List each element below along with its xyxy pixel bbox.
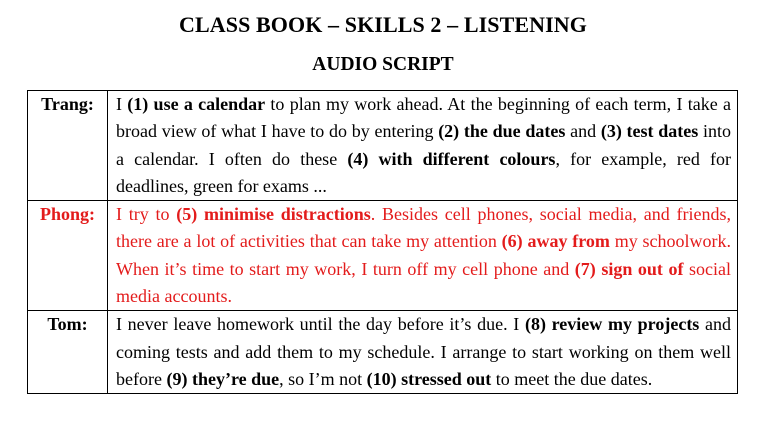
speaker-text — [108, 201, 738, 311]
script-text: I — [116, 94, 128, 114]
answer-phrase: (8) review my projects — [524, 314, 700, 335]
answer-phrase: (6) away from — [501, 231, 610, 252]
answer-phrase: (5) minimise distractions — [176, 204, 371, 225]
script-text: and coming tests and add them to my schedule. I arrange to start working on them well before — [116, 314, 731, 389]
script-text: into a calendar. I often do these — [116, 121, 731, 169]
answer-phrase: (9) they’re due — [166, 368, 280, 389]
page-title: CLASS BOOK – SKILLS 2 – LISTENING — [179, 12, 587, 37]
script-row-tom — [28, 311, 738, 394]
answer-phrase: (7) sign out of — [574, 258, 684, 279]
speaker-name: Tom: — [28, 311, 108, 394]
script-text: . Besides cell phones, social media, and friends, there are a lot of activities that can take my attention — [116, 204, 731, 252]
script-text: social media accounts. — [116, 258, 731, 307]
audio-script-table — [27, 90, 738, 394]
answer-phrase: (2) the due dates — [438, 121, 566, 142]
page-subtitle: AUDIO SCRIPT — [312, 54, 454, 75]
speaker-name: Trang: — [28, 91, 108, 201]
answer-phrase: (3) test dates — [600, 121, 699, 142]
script-text: my schoolwork. When it’s time to start my work, I turn off my cell phone and — [116, 231, 731, 279]
script-text: to plan my work ahead. At the beginning of each term, I take a broad view of what I have to do by entering — [116, 94, 731, 142]
script-row-trang — [28, 91, 738, 201]
speaker-name: Phong: — [28, 201, 108, 311]
script-row-phong — [28, 201, 738, 311]
script-text: , so I’m not — [279, 368, 367, 389]
script-text: , for example, red for deadlines, green for exams ... — [116, 148, 731, 196]
answer-phrase: (4) with different colours — [347, 148, 556, 169]
speaker-text — [108, 311, 738, 394]
speaker-text — [108, 91, 738, 201]
answer-phrase: (10) stressed out — [366, 368, 492, 389]
answer-phrase: (1) use a calendar — [127, 94, 266, 114]
script-text: to meet the due dates. — [491, 368, 653, 389]
script-text: I try to — [116, 204, 177, 225]
script-text: and — [565, 121, 601, 142]
script-text: I never leave homework until the day before it’s due. I — [116, 314, 525, 335]
